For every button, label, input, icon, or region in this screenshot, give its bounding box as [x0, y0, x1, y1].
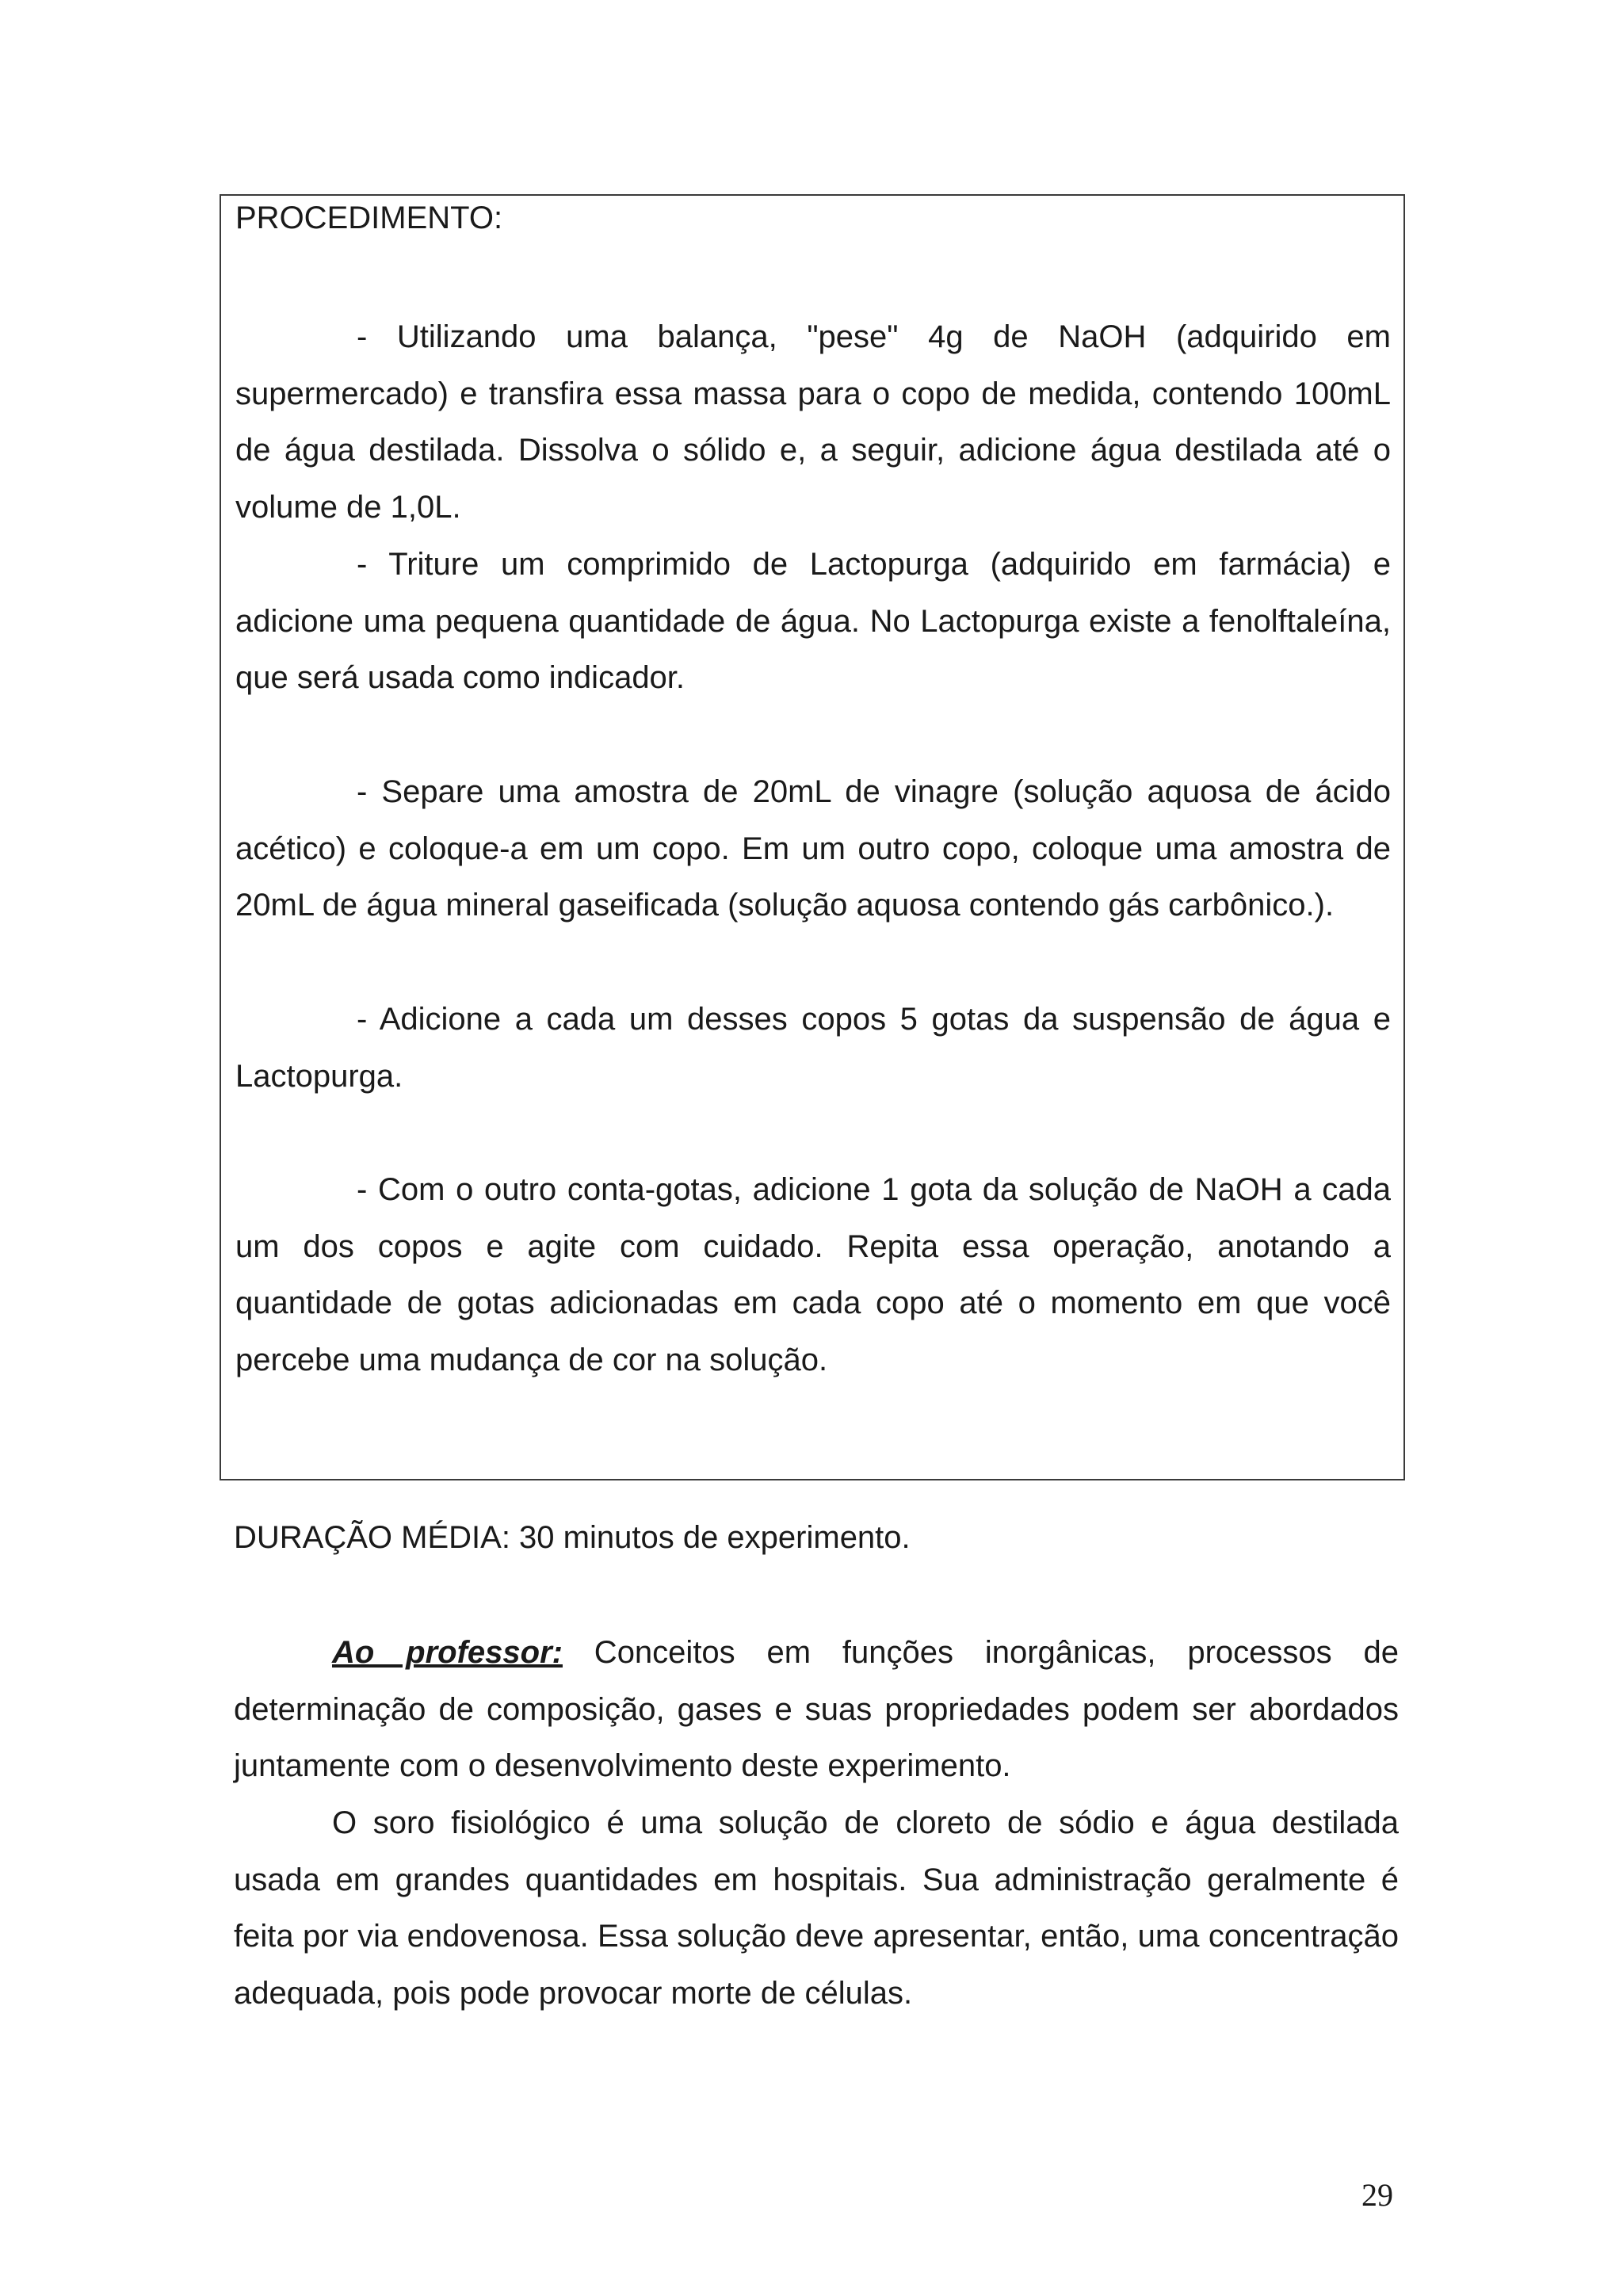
procedure-step-5: - Com o outro conta-gotas, adicione 1 gota da solução de NaOH a cada um dos copos e agite com cuidado. Repita essa operação, anotando a quantidade de gotas adicionadas em cada copo até o momento em que você percebe uma mudança de cor na solução. [235, 1172, 1391, 1378]
procedure-step-4: - Adicione a cada um desses copos 5 gotas da suspensão de água e Lactopurga. [235, 1002, 1391, 1094]
procedure-step-2: - Triture um comprimido de Lactopurga (adquirido em farmácia) e adicione uma pequena quantidade de água. No Lactopurga existe a fenolftaleína, que será usada como indicador. [235, 547, 1391, 696]
teacher-note-text: Conceitos em funções inorgânicas, processos de determinação de composição, gases e suas propriedades podem ser abordados juntamente com o desenvolvimento deste experimento. [234, 1635, 1399, 1784]
page-number: 29 [1361, 2177, 1393, 2213]
procedure-step-3: - Separe uma amostra de 20mL de vinagre (solução aquosa de ácido acético) e coloque-a em um copo. Em um outro copo, coloque uma amostra de 20mL de água mineral gaseificada (solução aquosa contendo gás carbônico.). [235, 774, 1391, 923]
saline-paragraph: O soro fisiológico é uma solução de cloreto de sódio e água destilada usada em grandes quantidades em hospitais. Sua administração geralmente é feita por via endovenosa. Essa solução deve apresentar, então, uma concentração adequada, pois pode provocar morte de células. [234, 1805, 1399, 2011]
teacher-note [234, 1625, 1399, 1795]
procedure-box [220, 194, 1405, 1480]
average-duration: DURAÇÃO MÉDIA: 30 minutos de experimento. [234, 1520, 911, 1555]
procedure-title: PROCEDIMENTO: [235, 201, 503, 235]
procedure-step-1: - Utilizando uma balança, "pese" 4g de NaOH (adquirido em supermercado) e transfira essa massa para o copo de medida, contendo 100mL de água destilada. Dissolva o sólido e, a seguir, adicione água destilada até o volume de 1,0L. [235, 319, 1391, 525]
teacher-note-label: Ao professor: [332, 1635, 563, 1670]
